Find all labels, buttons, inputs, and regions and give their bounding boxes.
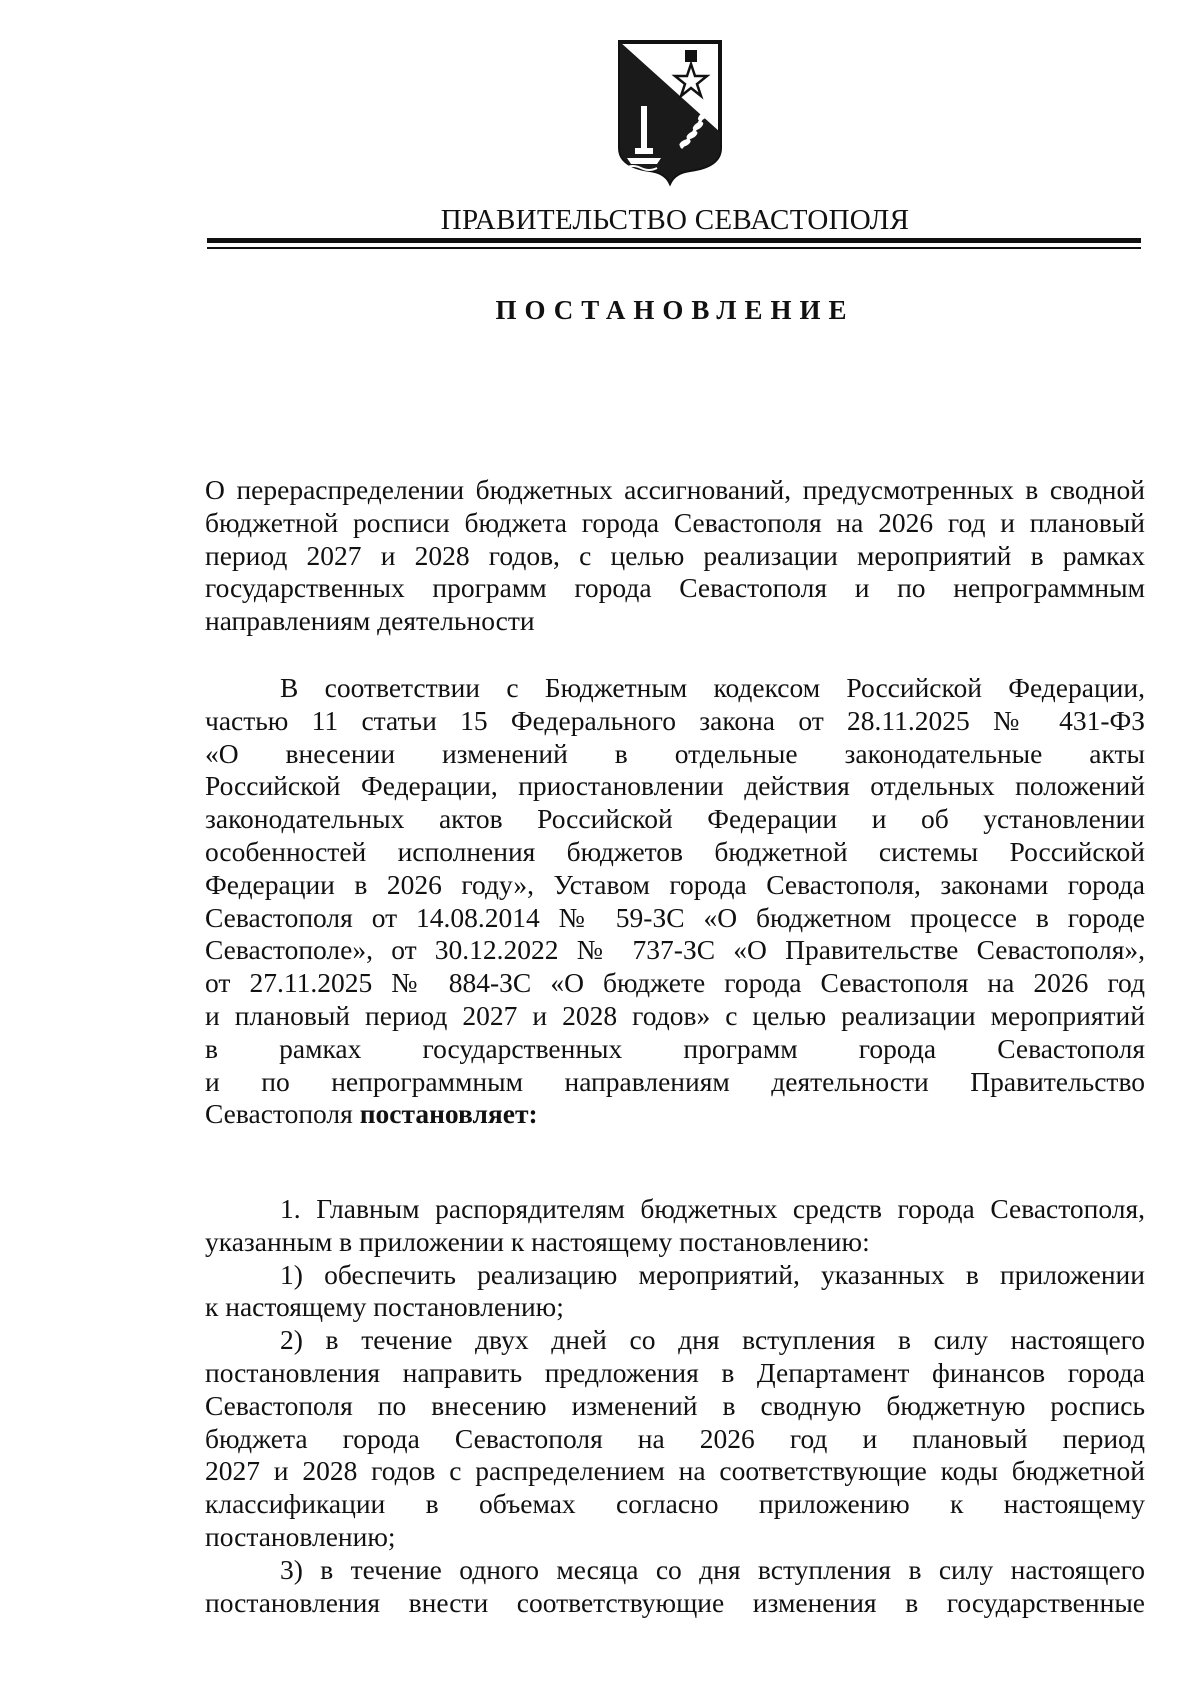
subpoint-line: к настоящему постановлению; xyxy=(205,1291,564,1323)
preamble-line: законодательных актов Российской Федерации и об установлении xyxy=(205,803,1145,835)
document-subject xyxy=(205,474,1145,638)
subpoint-line: Севастополя по внесению изменений в сводную бюджетную роспись xyxy=(205,1389,1145,1421)
preamble-line: частью 11 статьи 15 Федерального закона от 28.11.2025 № 431-ФЗ xyxy=(205,704,1145,736)
header-divider-thick xyxy=(207,238,1141,243)
point-line: 1. Главным распорядителям бюджетных средств города Севастополя, xyxy=(280,1193,1145,1224)
subpoint-line: постановления внести соответствующие изменения в государственные xyxy=(205,1586,1145,1618)
subject-line: бюджетной росписи бюджета города Севастополя на 2026 год и плановый xyxy=(205,506,1145,538)
subject-line: период 2027 и 2028 годов, с целью реализации мероприятий в рамках xyxy=(205,539,1145,571)
preamble-line: особенностей исполнения бюджетов бюджетной системы Российской xyxy=(205,835,1145,867)
subpoint-line: 3) в течение одного месяца со дня вступления в силу настоящего xyxy=(280,1553,1145,1585)
preamble-line: и плановый период 2027 и 2028 годов» с целью реализации мероприятий xyxy=(205,999,1145,1031)
preamble-line: от 27.11.2025 № 884-ЗС «О бюджете города Севастополя на 2026 год xyxy=(205,967,1145,999)
subpoint-line: бюджета города Севастополя на 2026 год и плановый период xyxy=(205,1422,1145,1454)
header-divider-thin xyxy=(207,247,1141,249)
preamble-line: Севастополе», от 30.12.2022 № 737-ЗС «О Правительстве Севастополя», xyxy=(205,934,1145,966)
preamble-line: и по непрограммным направлениям деятельности Правительство xyxy=(205,1065,1145,1097)
sevastopol-coat-of-arms-icon xyxy=(615,36,725,188)
preamble-line: «О внесении изменений в отдельные законодательные акты xyxy=(205,737,1145,769)
preamble-closing-text: Севастополя xyxy=(205,1098,360,1130)
subject-line: направлениям деятельности xyxy=(205,605,535,637)
organization-title: ПРАВИТЕЛЬСТВО СЕВАСТОПОЛЯ xyxy=(440,204,910,236)
subpoint-line: 1) обеспечить реализацию мероприятий, указанных в приложении xyxy=(280,1258,1145,1290)
subpoint-line: классификации в объемах согласно приложению к настоящему xyxy=(205,1488,1145,1520)
subpoint-line: постановления направить предложения в Департамент финансов города xyxy=(205,1356,1145,1388)
preamble-closing-line xyxy=(205,1098,1145,1131)
resolution-point-1 xyxy=(205,1193,1145,1619)
subpoint-line: 2) в течение двух дней со дня вступления в силу настоящего xyxy=(280,1324,1145,1356)
point-line: указанным в приложении к настоящему постановлению: xyxy=(205,1225,870,1257)
preamble-paragraph xyxy=(205,672,1145,1131)
preamble-line: в рамках государственных программ города Севастополя xyxy=(205,1032,1145,1064)
preamble-line: Севастополя от 14.08.2014 № 59-ЗС «О бюджетном процессе в городе xyxy=(205,901,1145,933)
subject-line: О перераспределении бюджетных ассигнований, предусмотренных в сводной xyxy=(205,474,1145,505)
preamble-line: В соответствии с Бюджетным кодексом Российской Федерации, xyxy=(280,672,1145,703)
subpoint-line: постановлению; xyxy=(205,1520,396,1552)
preamble-line: Федерации в 2026 году», Уставом города Севастополя, законами города xyxy=(205,868,1145,900)
resolution-keyword: постановляет: xyxy=(359,1098,538,1130)
subpoint-line: 2027 и 2028 годов с распределением на соответствующие коды бюджетной xyxy=(205,1455,1145,1487)
subject-line: государственных программ города Севастополя и по непрограммным xyxy=(205,572,1145,604)
document-type-title: ПОСТАНОВЛЕНИЕ xyxy=(495,295,855,325)
preamble-line: Российской Федерации, приостановлении действия отдельных положений xyxy=(205,770,1145,802)
